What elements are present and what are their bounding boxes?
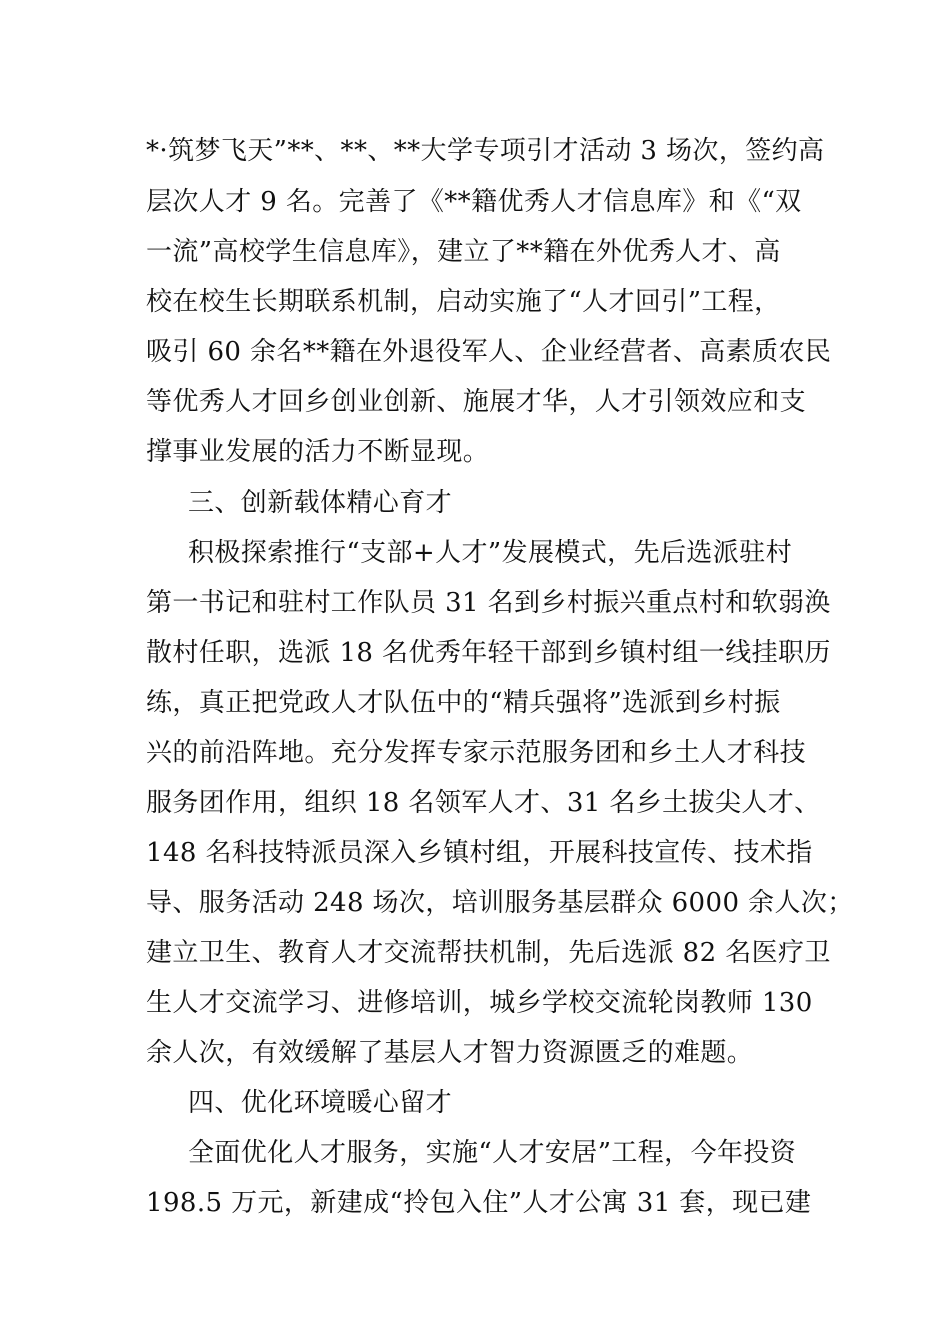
paragraph-line: 吸引 60 余名**籍在外退役军人、企业经营者、高素质农民 [146, 337, 832, 367]
paragraph-line: 全面优化人才服务，实施“人才安居”工程，今年投资 [188, 1138, 797, 1168]
paragraph-line: 余人次，有效缓解了基层人才智力资源匮乏的难题。 [146, 1038, 754, 1068]
paragraph-line: 198.5 万元，新建成“拎包入住”人才公寓 31 套，现已建 [146, 1188, 812, 1218]
paragraph-line: 校在校生长期联系机制，启动实施了“人才回引”工程， [146, 287, 781, 317]
paragraph-line: 等优秀人才回乡创业创新、施展才华，人才引领效应和支 [146, 387, 807, 417]
paragraph-line: 导、服务活动 248 场次，培训服务基层群众 6000 余人次； [146, 888, 854, 918]
paragraph-line: 148 名科技特派员深入乡镇村组，开展科技宣传、技术指 [146, 838, 813, 868]
paragraph-line: 生人才交流学习、进修培训，城乡学校交流轮岗教师 130 [146, 988, 813, 1018]
paragraph-line: *·筑梦飞天”**、**、**大学专项引才活动 3 场次，签约高 [146, 136, 825, 166]
paragraph-line: 一流”高校学生信息库》，建立了**籍在外优秀人才、高 [146, 237, 781, 267]
paragraph-line: 第一书记和驻村工作队员 31 名到乡村振兴重点村和软弱涣 [146, 588, 831, 618]
paragraph-line: 建立卫生、教育人才交流帮扶机制，先后选派 82 名医疗卫 [146, 938, 831, 968]
section-heading-4: 四、优化环境暖心留才 [188, 1088, 453, 1118]
paragraph-line: 兴的前沿阵地。充分发挥专家示范服务团和乡土人才科技 [146, 738, 807, 768]
paragraph-line: 撑事业发展的活力不断显现。 [146, 437, 490, 467]
paragraph-line: 散村任职，选派 18 名优秀年轻干部到乡镇村组一线挂职历 [146, 638, 831, 668]
paragraph-line: 练，真正把党政人才队伍中的“精兵强将”选派到乡村振 [146, 688, 781, 718]
section-heading-3: 三、创新载体精心育才 [188, 488, 453, 518]
paragraph-line: 层次人才 9 名。完善了《**籍优秀人才信息库》和《“双 [146, 187, 802, 217]
paragraph-line: 服务团作用，组织 18 名领军人才、31 名乡土拔尖人才、 [146, 788, 821, 818]
paragraph-line: 积极探索推行“支部+人才”发展模式，先后选派驻村 [188, 538, 792, 568]
